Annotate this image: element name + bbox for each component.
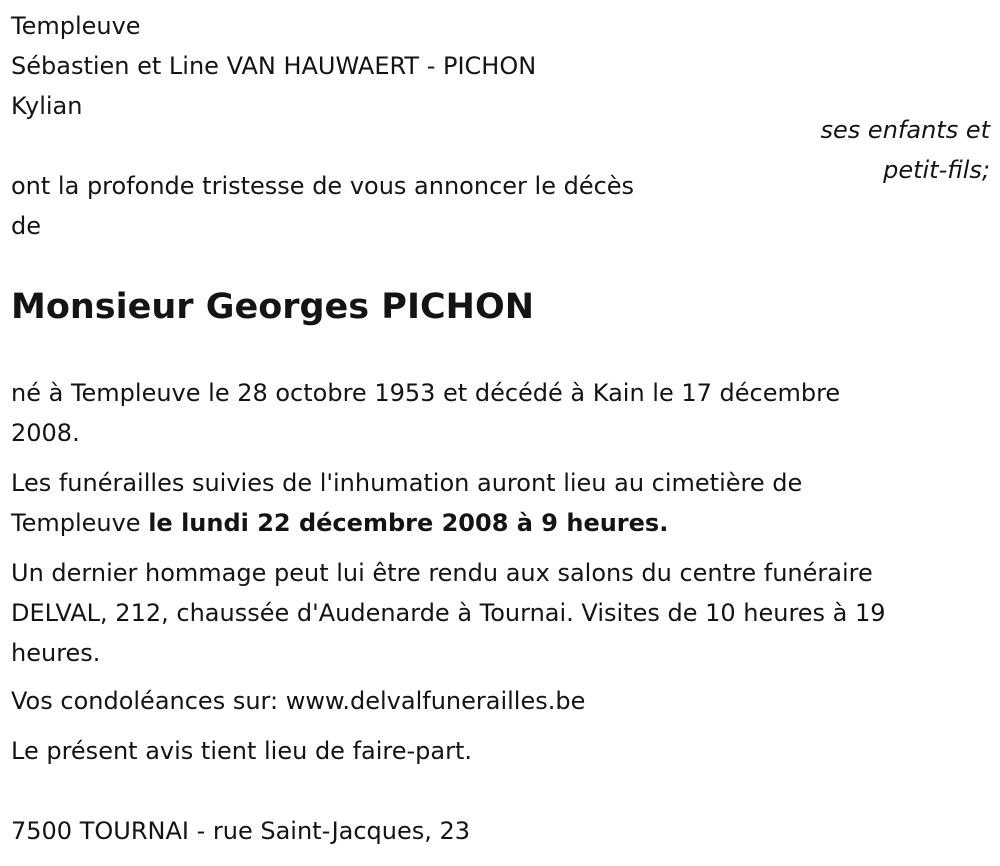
funeral-line-1: Les funérailles suivies de l'inhumation auront lieu au cimetière de — [11, 469, 803, 497]
deceased-name: Monsieur Georges PICHON — [11, 287, 535, 327]
couple-line: Sébastien et Line VAN HAUWAERT - PICHON — [11, 52, 537, 80]
birth-line-1: né à Templeuve le 28 octobre 1953 et décédé à Kain le 17 décembre — [11, 379, 841, 407]
tribute-line-1: Un dernier hommage peut lui être rendu aux salons du centre funéraire — [11, 559, 873, 587]
funeral-line-2 — [11, 503, 668, 543]
tribute-line-2: DELVAL, 212, chaussée d'Audenarde à Tournai. Visites de 10 heures à 19 — [11, 599, 886, 627]
announcement-line-2: de — [11, 212, 41, 240]
condolences-line: Vos condoléances sur: www.delvalfunerailles.be — [11, 687, 586, 715]
birth-line-2: 2008. — [11, 419, 80, 447]
funeral-date: le lundi 22 décembre 2008 à 9 heures. — [148, 509, 669, 537]
tribute-line-3: heures. — [11, 639, 101, 667]
town-line: Templeuve — [11, 12, 141, 40]
announcement-line-1: ont la profonde tristesse de vous annoncer le décès — [11, 172, 635, 200]
relation-line-2: petit-fils; — [883, 156, 990, 184]
grandson-line: Kylian — [11, 92, 83, 120]
address-line: 7500 TOURNAI - rue Saint-Jacques, 23 — [11, 817, 471, 845]
relation-line-1: ses enfants et — [820, 116, 990, 144]
notice-line: Le présent avis tient lieu de faire-part. — [11, 737, 473, 765]
funeral-place: Templeuve — [11, 509, 149, 537]
